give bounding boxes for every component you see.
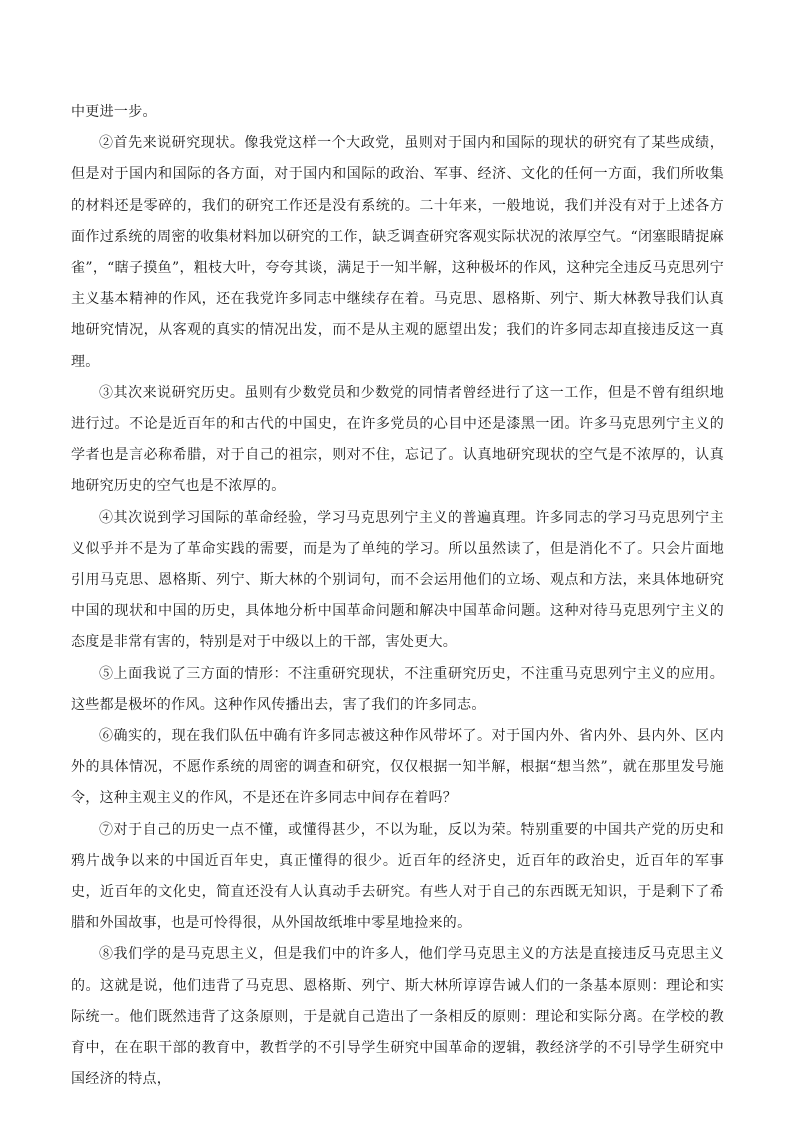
paragraph-6: ⑥确实的，现在我们队伍中确有许多同志被这种作风带坏了。对于国内外、省内外、县内外、区内外的具体情况，不愿作系统的周密的调查和研究，仅仅根据一知半解，根据“想当然”，就在那里发号施令，这种主观主义的作风，不是还在许多同志中间存在着吗？ [71, 728, 724, 807]
paragraph-7: ⑦对于自己的历史一点不懂，或懂得甚少，不以为耻，反以为荣。特别重要的中国共产党的历史和鸦片战争以来的中国近百年史，真正懂得的很少。近百年的经济史，近百年的政治史，近百年的军事史，近百年的文化史，简直还没有人认真动手去研究。有些人对于自己的东西既无知识，于是剩下了希腊和外国故事，也是可怜得很，从外国故纸堆中零星地捡来的。 [71, 821, 724, 932]
paragraph-8: ⑧我们学的是马克思主义，但是我们中的许多人，他们学马克思主义的方法是直接违反马克思主义的。这就是说，他们违背了马克思、恩格斯、列宁、斯大林所谆谆告诫人们的一条基本原则：理论和实际统一。他们既然违背了这条原则，于是就自己造出了一条相反的原则：理论和实际分离。在学校的教育中，在在职干部的教育中，教哲学的不引导学生研究中国革命的逻辑，教经济学的不引导学生研究中国经济的特点， [71, 946, 724, 1088]
paragraph-3: ③其次来说研究历史。虽则有少数党员和少数党的同情者曾经进行了这一工作，但是不曾有组织地进行过。不论是近百年的和古代的中国史，在许多党员的心目中还是漆黑一团。许多马克思列宁主义的学者也是言必称希腊，对于自己的祖宗，则对不住，忘记了。认真地研究现状的空气是不浓厚的，认真地研究历史的空气也是不浓厚的。 [71, 384, 724, 495]
paragraph-4: ④其次说到学习国际的革命经验，学习马克思列宁主义的普遍真理。许多同志的学习马克思列宁主义似乎并不是为了革命实践的需要，而是为了单纯的学习。所以虽然读了，但是消化不了。只会片面地引用马克思、恩格斯、列宁、斯大林的个别词句，而不会运用他们的立场、观点和方法，来具体地研究中国的现状和中国的历史，具体地分析中国革命问题和解决中国革命问题。这种对待马克思列宁主义的态度是非常有害的，特别是对于中级以上的干部，害处更大。 [71, 509, 724, 651]
paragraph-2: ②首先来说研究现状。像我党这样一个大政党，虽则对于国内和国际的现状的研究有了某些成绩，但是对于国内和国际的各方面，对于国内和国际的政治、军事、经济、文化的任何一方面，我们所收集的材料还是零碎的，我们的研究工作还是没有系统的。二十年来，一般地说，我们并没有对于上述各方面作过系统的周密的收集材料加以研究的工作，缺乏调查研究客观实际状况的浓厚空气。“闭塞眼睛捉麻雀”，“瞎子摸鱼”，粗枝大叶，夸夸其谈，满足于一知半解，这种极坏的作风，这种完全违反马克思列宁主义基本精神的作风，还在我党许多同志中继续存在着。马克思、恩格斯、列宁、斯大林教导我们认真地研究情况，从客观的真实的情况出发，而不是从主观的愿望出发；我们的许多同志却直接违反这一真理。 [71, 135, 724, 370]
paragraph-5: ⑤上面我说了三方面的情形：不注重研究现状，不注重研究历史，不注重马克思列宁主义的应用。这些都是极坏的作风。这种作风传播出去，害了我们的许多同志。 [71, 665, 724, 713]
paragraph-continuation: 中更进一步。 [71, 104, 157, 120]
article-body [71, 97, 724, 1096]
